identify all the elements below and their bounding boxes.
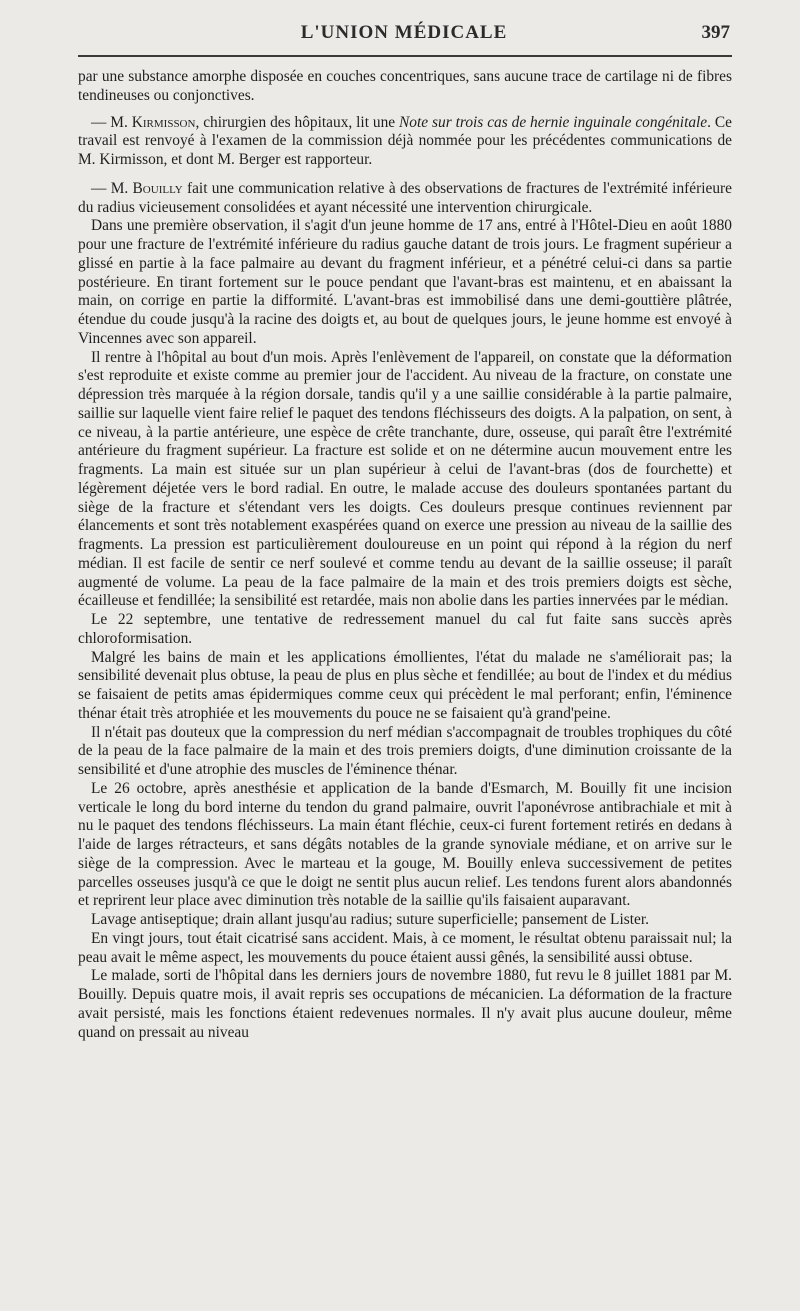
paragraph-kirmisson bbox=[78, 114, 732, 170]
paragraph-dash: — M. bbox=[91, 113, 132, 131]
paragraph: Dans une première observation, il s'agit d'un jeune homme de 17 ans, entré à l'Hôtel-Dieu en août 1880 pour une fracture de l'extrémité inférieure du radius gauche datant de trois jours. Le fragment supérieur a glissé en partie à la face palmaire au devant du fragment inférieur, et a pénétré celui-ci dans sa partie postérieure. En tirant fortement sur le pouce pendant que l'avant-bras est maintenu, et en abaissant la main, on corrige en partie la difformité. L'avant-bras est immobilisé dans une demi-gouttière plâtrée, étendue du coude jusqu'à la racine des doigts et, au bout de quelques jours, le jeune homme est envoyé à Vincennes avec son appareil. bbox=[78, 217, 732, 347]
running-title: L'UNION MÉDICALE bbox=[300, 22, 508, 43]
paragraph-dash: — M. bbox=[91, 179, 133, 197]
author-name: Bouilly bbox=[132, 179, 183, 197]
paragraph-text: , chirurgien des hôpitaux, lit une bbox=[195, 113, 400, 131]
paragraph: Il rentre à l'hôpital au bout d'un mois. Après l'enlèvement de l'appareil, on constate que la déformation s'est reproduite et existe comme au premier jour de l'accident. Au niveau de la fracture, on constate une dépression très marquée à la région dorsale, tandis qu'il y a une saillie considérable à la partie palmaire, saillie sur laquelle vient faire relief le paquet des tendons fléchisseurs des doigts. A la palpation, on sent, à ce niveau, à la partie antérieure, une espèce de crête tranchante, dure, osseuse, qui paraît être l'extrémité antérieure du fragment supérieur. La fracture est solide et on ne détermine aucun mouvement entre les fragments. La main est située sur un plan supérieur à celui de l'avant-bras (dos de fourchette) et légèrement déjetée vers le bord radial. En outre, le malade accuse des douleurs spontanées partant du siège de la fracture et s'étendant vers les doigts. Ces douleurs presque continues reviennent par élancements et sont très notablement exaspérées quand on exerce une pression au niveau de la saillie des fragments. La pression est particulièrement douloureuse en un point qui répond à la région du nerf médian. Il est facile de sentir ce nerf soulevé et comme tendu au devant de la saillie osseuse; il paraît augmenté de volume. La peau de la face palmaire de la main et des trois premiers doigts est sèche, écailleuse et fendillée; la sensibilité est retardée, mais non abolie dans les parties innervées par le médian. bbox=[78, 348, 732, 610]
page-header bbox=[78, 22, 730, 48]
paragraph: En vingt jours, tout était cicatrisé sans accident. Mais, à ce moment, le résultat obtenu paraissait nul; la peau avait le même aspect, les mouvements du pouce étaient aussi gênés, la sensibilité aussi obtuse. bbox=[78, 929, 732, 966]
paragraph: Il n'était pas douteux que la compression du nerf médian s'accompagnait de troubles trophiques du côté de la peau de la face palmaire de la main et des trois premiers doigts, d'une diminution croissante de la sensibilité et d'une atrophie des muscles de l'éminence thénar. bbox=[78, 723, 732, 778]
paragraph: Le malade, sorti de l'hôpital dans les derniers jours de novembre 1880, fut revu le 8 juillet 1881 par M. Bouilly. Depuis quatre mois, il avait repris ses occupations de mécanicien. La déformation de la fracture avait persisté, mais les fonctions étaient redevenues normales. Il n'y avait plus aucune douleur, même quand on pressait au niveau bbox=[78, 967, 732, 1041]
paragraph: Le 22 septembre, une tentative de redressement manuel du cal fut faite sans succès après chloroformisation. bbox=[78, 611, 732, 647]
note-title: Note sur trois cas de hernie inguinale congénitale bbox=[399, 113, 708, 131]
header-rule bbox=[78, 55, 732, 57]
article-body bbox=[78, 68, 732, 1042]
paragraph: Lavage antiseptique; drain allant jusqu'au radius; suture superficielle; pansement de Lister. bbox=[91, 911, 649, 928]
paragraph-text: . Ce travail est renvoyé à l'examen de la commission déjà nommée pour les précédentes communications de M. Kirmisson, et dont M. Berger est rapporteur. bbox=[78, 113, 733, 168]
paragraph-text: fait une communication relative à des observations de fractures de l'extrémité inférieure du radius vicieusement consolidées et ayant nécessité une intervention chirurgicale. bbox=[78, 179, 732, 216]
page-number: 397 bbox=[701, 22, 730, 43]
author-name: Kirmisson bbox=[131, 113, 196, 131]
paragraph-bouilly bbox=[78, 180, 732, 218]
paragraph: Malgré les bains de main et les applications émollientes, l'état du malade ne s'améliorait pas; la sensibilité devenait plus obtuse, la peau de plus en plus sèche et fendillée; au bout de l'index et du médius se faisaient de petits amas épidermiques comme ceux qui précèdent le mal perforant; enfin, l'éminence thénar était très atrophiée et les mouvements du pouce ne se faisaient qu'à grand'peine. bbox=[78, 648, 732, 722]
paragraph-continued: par une substance amorphe disposée en couches concentriques, sans aucune trace de cartilage ni de fibres tendineuses ou conjonctives. bbox=[78, 68, 732, 104]
paragraph: Le 26 octobre, après anesthésie et application de la bande d'Esmarch, M. Bouilly fit une incision verticale le long du bord interne du tendon du grand palmaire, ouvrit l'aponévrose antibrachiale et mit à nu le paquet des tendons fléchisseurs. La main étant fléchie, ceux-ci furent fortement retirés en dedans à l'aide de larges rétracteurs, et sans dégâts notables de la grande synoviale médiane, et on arrive sur le siège de la compression. Avec le marteau et la gouge, M. Bouilly enleva successivement de petites parcelles osseuses jusqu'à ce que le doigt ne sentit plus aucun relief. Les tendons furent alors abandonnés et reprirent leur place avec diminution très notable de la saillie qu'ils faisaient auparavant. bbox=[78, 779, 732, 910]
